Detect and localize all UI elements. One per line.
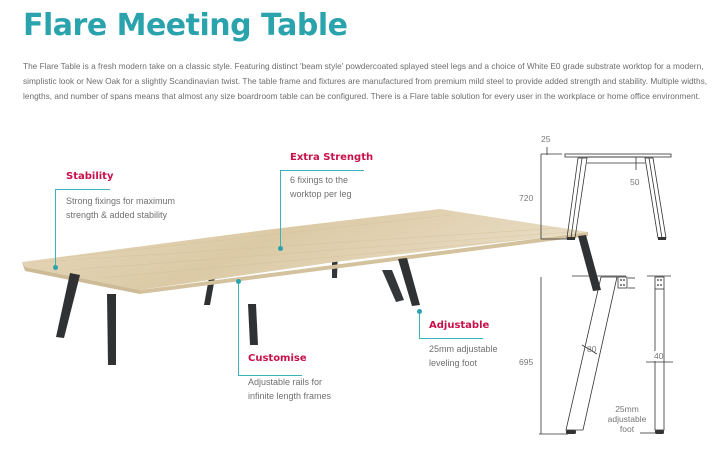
dim-leg-width-front: 40	[654, 351, 664, 361]
dim-leg-width-side: 80	[587, 344, 597, 354]
callout-heading: Extra Strength	[290, 152, 374, 163]
callout-heading: Stability	[66, 171, 114, 182]
callout-body: Strong fixings for maximum strength & added stability	[66, 196, 176, 220]
stability-marker-dot	[53, 265, 58, 270]
callout-extra-strength	[290, 152, 373, 201]
customise-leader-line	[238, 281, 239, 376]
page-title: Flare Meeting Table	[23, 8, 348, 43]
callout-heading: Adjustable	[429, 320, 490, 331]
callout-stability	[66, 171, 175, 222]
intro-paragraph: The Flare Table is a fresh modern take on a classic style. Featuring distinct 'beam style' powdercoated splayed steel legs and a choice of White E0 grade substrate worktop for a modern, simplistic look or New Oak for a slightly Scandinavian twist. The table frame and fixtures are manufactured from premium mild steel to provide added strength and stability. Multiple widths, lengths, and number of spans means that almost any size boardroom table can be configured. There is a Flare table solution for every user in the workplace or home office environment.	[23, 61, 708, 101]
dim-top-thickness: 25	[541, 134, 551, 144]
callout-adjustable	[429, 320, 498, 370]
dim-rail-depth: 50	[630, 177, 640, 187]
foot-note: 25mm adjustable foot	[607, 404, 647, 434]
adjustable-marker-dot	[417, 309, 422, 314]
callout-body: Adjustable rails for infinite length frames	[248, 377, 332, 401]
dim-table-height: 720	[519, 193, 534, 203]
adjustable-leader-line	[419, 311, 420, 339]
callout-body: 6 fixings to the worktop per leg	[290, 175, 352, 199]
dim-leg-height: 695	[519, 357, 534, 367]
customise-marker-dot	[236, 279, 241, 284]
callout-heading: Customise	[248, 353, 307, 364]
extra-strength-leader-line	[280, 170, 281, 247]
callout-customise	[248, 353, 331, 403]
extra-strength-marker-dot	[278, 246, 283, 251]
stability-leader-line	[55, 189, 56, 267]
callout-body: 25mm adjustable leveling foot	[429, 344, 498, 368]
